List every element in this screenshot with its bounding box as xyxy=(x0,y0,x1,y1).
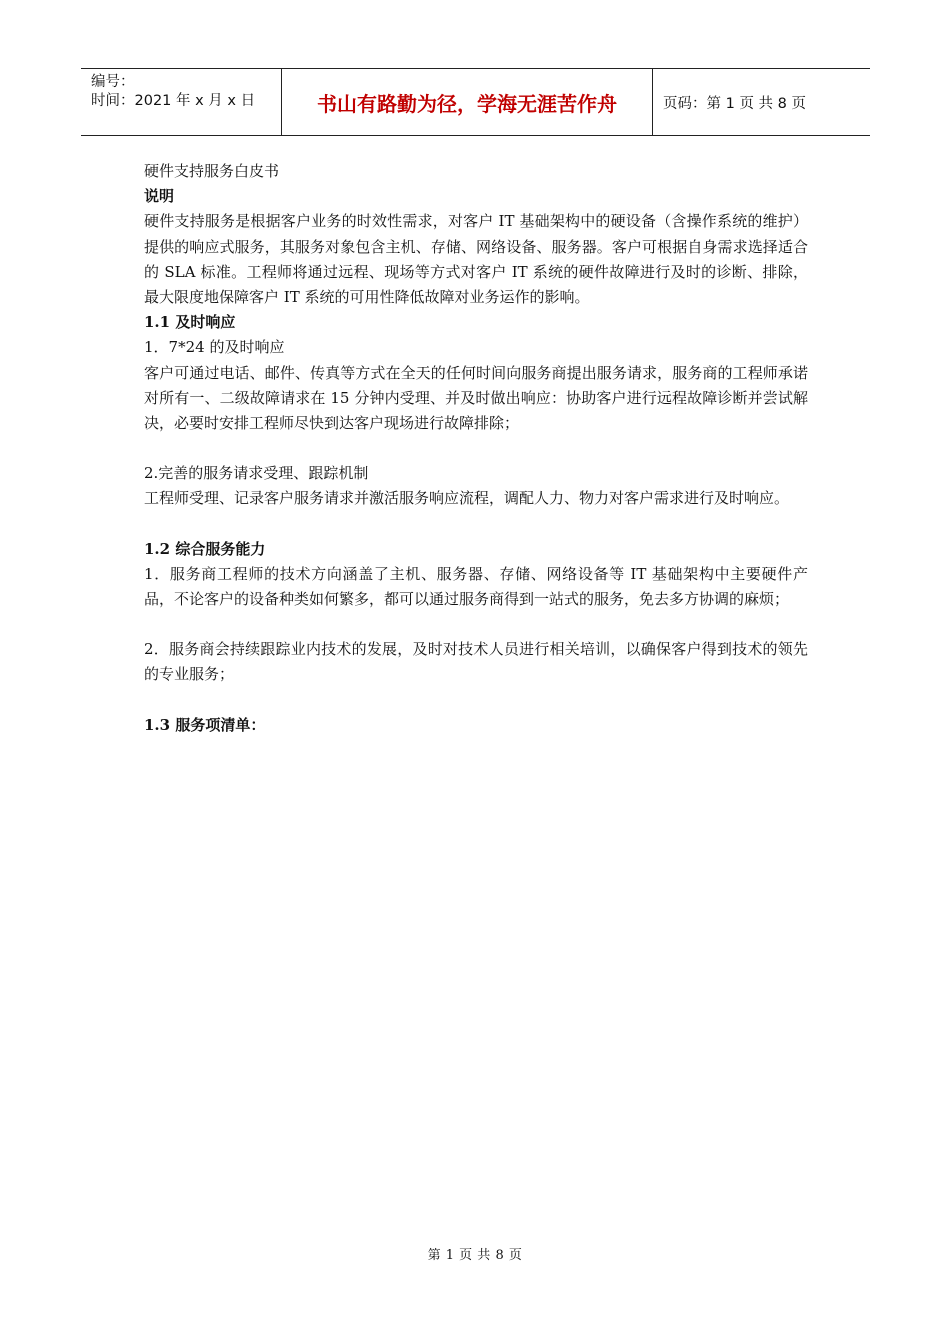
section-1-3-heading: 1.3 服务项清单： xyxy=(144,715,266,734)
section-1-1-heading: 1.1 及时响应 xyxy=(144,313,236,332)
spacer xyxy=(144,436,808,461)
intro-heading: 说明 xyxy=(144,187,175,206)
spacer xyxy=(144,512,808,537)
document-time-label: 时间：2021 年 x 月 x 日 xyxy=(91,93,256,109)
spacer xyxy=(144,688,808,713)
section-1-2-heading: 1.2 综合服务能力 xyxy=(144,539,266,558)
spacer xyxy=(144,612,808,637)
intro-paragraph: 硬件支持服务是根据客户业务的时效性需求，对客户 IT 基础架构中的硬设备（含操作系统的维护）提供的响应式服务，其服务对象包含主机、存储、网络设备、服务器。客户可根据自身需求选择适合的 SLA 标准。工程师将通过远程、现场等方式对客户 IT 系统的硬件故障进行及时的诊断、排除，最大限度地保障客户 IT 系统的可用性降低故障对业务运作的影响。 xyxy=(144,212,808,307)
section-1-1-item2-title: 2.完善的服务请求受理、跟踪机制 xyxy=(144,464,369,483)
section-1-1-item1-title: 1．7*24 的及时响应 xyxy=(144,338,285,357)
document-number-label: 编号： xyxy=(91,74,135,90)
section-1-1-item1-text: 客户可通过电话、邮件、传真等方式在全天的任何时间向服务商提出服务请求，服务商的工程师承诺对所有一、二级故障请求在 15 分钟内受理、并及时做出响应：协助客户进行远程故障诊断并尝试解决，必要时安排工程师尽快到达客户现场进行故障排除； xyxy=(144,363,808,433)
document-body xyxy=(144,159,808,738)
section-1-2-item1-text: 1．服务商工程师的技术方向涵盖了主机、服务器、存储、网络设备等 IT 基础架构中主要硬件产品，不论客户的设备种类如何繁多，都可以通过服务商得到一站式的服务，免去多方协调的麻烦； xyxy=(144,564,808,609)
page-header xyxy=(81,68,870,136)
header-info-cell xyxy=(81,69,281,135)
section-1-2-item2-text: 2．服务商会持续跟踪业内技术的发展，及时对技术人员进行相关培训，以确保客户得到技术的领先的专业服务； xyxy=(144,640,808,684)
section-1-1-item2-text: 工程师受理、记录客户服务请求并激活服务响应流程，调配人力、物力对客户需求进行及时响应。 xyxy=(144,489,790,508)
page-footer: 第 1 页 共 8 页 xyxy=(427,1248,523,1263)
header-page-label: 页码：第 1 页 共 8 页 xyxy=(663,95,806,112)
header-motto: 书山有路勤为径，学海无涯苦作舟 xyxy=(281,69,653,135)
document-title: 硬件支持服务白皮书 xyxy=(144,162,280,180)
